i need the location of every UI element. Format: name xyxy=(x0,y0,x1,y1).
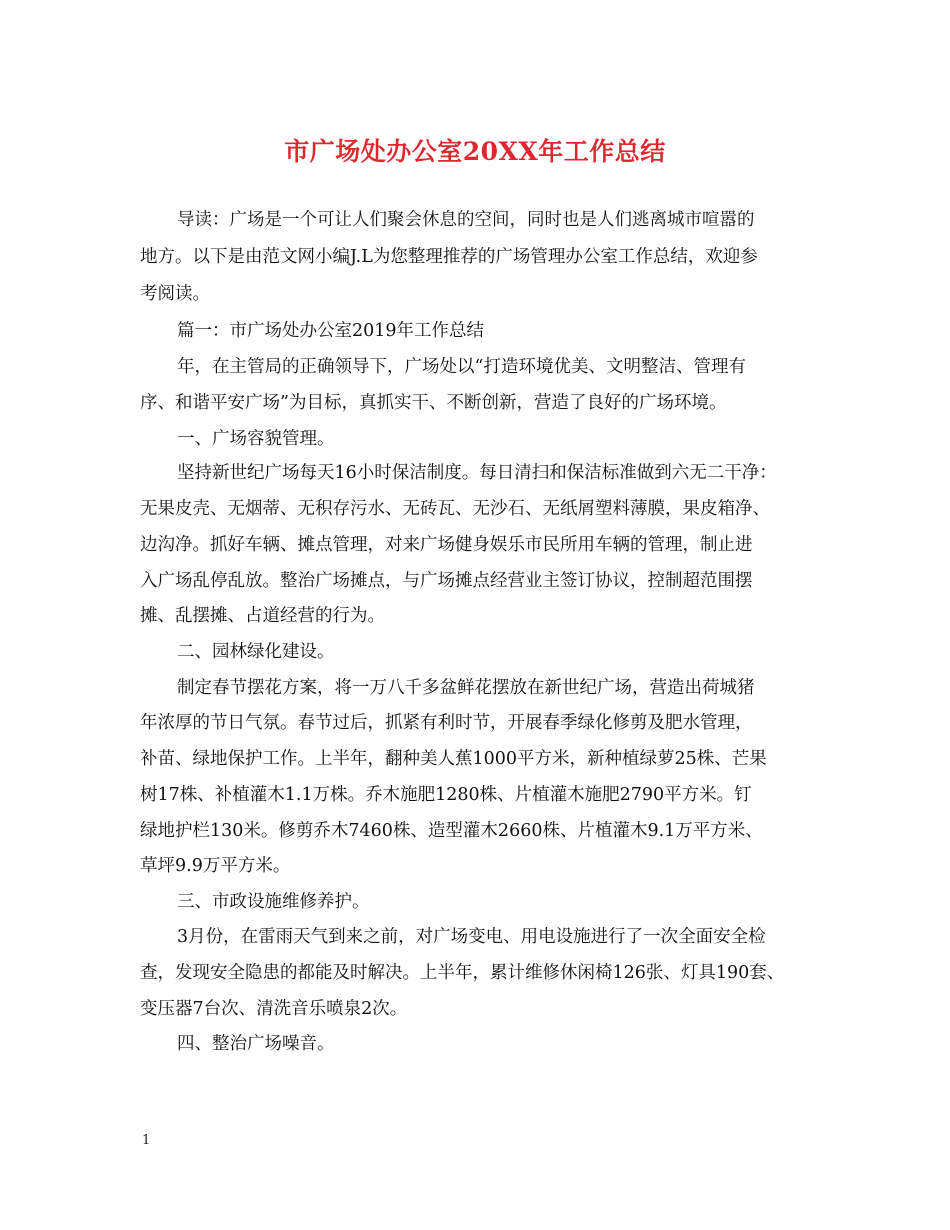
body-line: 导读：广场是一个可让人们聚会休息的空间，同时也是人们逃离城市喧嚣的 xyxy=(177,210,755,230)
body-line: 无果皮壳、无烟蒂、无积存污水、无砖瓦、无沙石、无纸屑塑料薄膜，果皮箱净、 xyxy=(140,499,770,519)
body-line: 补苗、绿地保护工作。上半年，翻种美人蕉1000平方米，新种植绿萝25株、芒果 xyxy=(140,749,767,769)
body-line: 制定春节摆花方案，将一万八千多盆鲜花摆放在新世纪广场，营造出荷城猪 xyxy=(177,678,755,698)
body-line: 变压器7台次、清洗音乐喷泉2次。 xyxy=(140,999,408,1019)
section-heading: 四、整治广场噪音。 xyxy=(177,1034,335,1054)
body-line: 绿地护栏130米。修剪乔木7460株、造型灌木2660株、片植灌木9.1万平方米、 xyxy=(140,821,763,841)
body-line: 摊、乱摆摊、占道经营的行为。 xyxy=(140,606,385,626)
section-heading: 篇一：市广场处办公室2019年工作总结 xyxy=(177,321,485,341)
body-line: 3月份，在雷雨天气到来之前，对广场变电、用电设施进行了一次全面安全检 xyxy=(177,927,766,947)
body-line: 边沟净。抓好车辆、摊点管理，对来广场健身娱乐市民所用车辆的管理，制止进 xyxy=(140,535,753,555)
body-line: 查，发现安全隐患的都能及时解决。上半年，累计维修休闲椅126张、灯具190套、 xyxy=(140,963,785,983)
body-line: 年，在主管局的正确领导下，广场处以“打造环境优美、文明整洁、管理有 xyxy=(177,357,746,377)
body-line: 坚持新世纪广场每天16小时保洁制度。每日清扫和保洁标准做到六无二干净： xyxy=(177,463,777,483)
body-line: 序、和谐平安广场”为目标，真抓实干、不断创新，营造了良好的广场环境。 xyxy=(140,393,727,413)
body-line: 年浓厚的节日气氛。春节过后，抓紧有利时节，开展春季绿化修剪及肥水管理， xyxy=(140,713,753,733)
section-heading: 二、园林绿化建设。 xyxy=(177,642,335,662)
document-title: 市广场处办公室20XX年工作总结 xyxy=(284,137,666,166)
section-heading: 一、广场容貌管理。 xyxy=(177,429,335,449)
section-heading: 三、市政设施维修养护。 xyxy=(177,892,370,912)
page-number: 1 xyxy=(142,1133,151,1148)
body-line: 草坪9.9万平方米。 xyxy=(140,856,291,876)
body-line: 地方。以下是由范文网小编J.L为您整理推荐的广场管理办公室工作总结，欢迎参 xyxy=(140,247,758,267)
body-line: 入广场乱停乱放。整治广场摊点，与广场摊点经营业主签订协议，控制超范围摆 xyxy=(140,571,753,591)
body-line: 树17株、补植灌木1.1万株。乔木施肥1280株、片植灌木施肥2790平方米。钉 xyxy=(140,785,752,805)
body-line: 考阅读。 xyxy=(140,284,210,304)
